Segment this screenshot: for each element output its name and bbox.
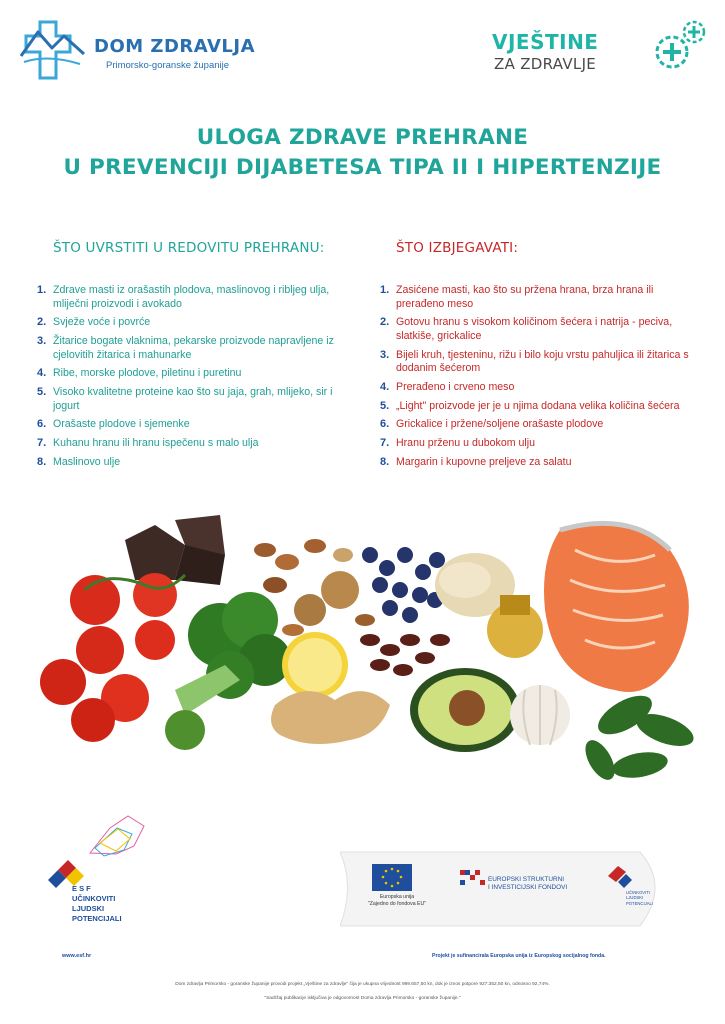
item-text: Bijeli kruh, tjesteninu, rižu i bilo koju vrstu pahuljica ili žitarica s dodanim šećerom xyxy=(396,348,689,375)
avoid-column xyxy=(380,240,700,475)
funds-line1: EUROPSKI STRUKTURNI xyxy=(488,876,564,883)
item-text: Ribe, morske plodove, piletinu i puretinu xyxy=(53,367,242,380)
list-item xyxy=(37,386,357,413)
item-number: 5. xyxy=(380,399,390,412)
item-text: Kuhanu hranu ili hranu ispečenu s malo ulja xyxy=(53,437,259,450)
avoid-heading: ŠTO IZBJEGAVATI: xyxy=(396,240,519,256)
item-number: 1. xyxy=(37,284,47,296)
esf-line2: LJUDSKI xyxy=(72,904,105,913)
item-number: 8. xyxy=(37,456,47,469)
item-text: Zasićene masti, kao što su pržena hrana, brza hrana ili prerađeno meso xyxy=(396,284,654,310)
eu-funds-banner xyxy=(340,846,670,932)
esf-logo[interactable] xyxy=(40,808,190,938)
disclaimer-note: "Sadržaj publikacije isključiva je odgovornost Doma zdravlja Primorsko - goranske županije." xyxy=(264,996,461,1001)
gear-plus-icon xyxy=(650,18,710,76)
garlic-icon xyxy=(510,685,570,745)
avocado-icon xyxy=(410,668,520,752)
header xyxy=(0,0,725,90)
avoid-list xyxy=(380,284,700,470)
item-number: 4. xyxy=(37,367,47,380)
eu-label-line1: Europska unija xyxy=(379,894,415,900)
item-number: 1. xyxy=(380,284,390,296)
item-text: Svježe voće i povrće xyxy=(53,316,151,329)
esf-small-line1: UČINKOVITI xyxy=(626,890,650,895)
list-item xyxy=(380,349,700,376)
vjestine-za-zdravlje-logo[interactable] xyxy=(490,18,715,78)
list-item xyxy=(380,316,700,343)
list-item xyxy=(37,316,357,330)
lemon-slice-icon xyxy=(282,632,348,698)
list-item xyxy=(380,456,700,470)
ginger-root-icon xyxy=(271,691,390,744)
list-item xyxy=(37,437,357,451)
item-text: Prerađeno i crveno meso xyxy=(396,380,515,393)
esf-flag-icon xyxy=(40,808,150,888)
dark-chocolate-icon xyxy=(125,515,225,585)
esf-url-link[interactable]: www.esf.hr xyxy=(62,953,92,959)
item-number: 5. xyxy=(37,386,47,399)
item-number: 8. xyxy=(380,456,390,469)
healthy-food-illustration xyxy=(25,500,715,800)
item-text: Grickalice i pržene/soljene orašaste plodove xyxy=(396,418,604,431)
item-number: 2. xyxy=(37,316,47,329)
spinach-leaves-icon xyxy=(579,688,697,785)
salmon-fillet-icon xyxy=(544,523,689,692)
item-text: Gotovu hranu s visokom količinom šećera i natrija - peciva, slatkiše, grickalice xyxy=(396,316,673,342)
item-text: Maslinovo ulje xyxy=(53,456,121,469)
item-number: 4. xyxy=(380,380,390,393)
item-text: Visoko kvalitetne proteine kao što su jaja, grah, mlijeko, sir i jogurt xyxy=(53,386,333,412)
esf-line1: UČINKOVITI xyxy=(72,894,116,903)
kidney-beans-icon xyxy=(360,634,450,676)
list-item xyxy=(37,284,357,311)
logo-subtitle: Primorsko-goranske županije xyxy=(106,60,230,71)
item-text: Orašaste plodove i sjemenke xyxy=(53,418,190,431)
esf-line3: POTENCIJALI xyxy=(72,914,122,923)
item-number: 3. xyxy=(380,348,390,361)
item-number: 7. xyxy=(37,437,47,450)
item-text: Hranu prženu u dubokom ulju xyxy=(396,437,535,450)
list-item xyxy=(380,381,700,395)
list-item xyxy=(37,367,357,381)
item-text: „Light" proizvode jer je u njima dodana velika količina šećera xyxy=(396,399,680,412)
eu-label xyxy=(362,894,432,907)
health-cross-logo-icon xyxy=(18,18,88,82)
poster-title xyxy=(0,123,725,183)
esf-small-line3: POTENCIJALI xyxy=(626,900,653,906)
cofinanced-note: Projekt je sufinancirala Europska unija iz Europskog socijalnog fonda. xyxy=(432,953,606,959)
logo-line1: VJEŠTINE xyxy=(492,30,599,54)
esf-small-label xyxy=(626,890,653,906)
esf-small-line2: LJUDSKI xyxy=(626,895,644,901)
list-item xyxy=(380,418,700,432)
tomatoes-icon xyxy=(40,573,185,742)
item-text: Žitarice bogate vlaknima, pekarske proizvode napravljene iz cjelovitih žitarica i mahunarke xyxy=(53,335,334,361)
item-number: 6. xyxy=(380,418,390,431)
funds-label xyxy=(488,876,588,892)
list-item xyxy=(37,456,357,470)
item-number: 6. xyxy=(37,418,47,431)
list-item xyxy=(380,284,700,311)
list-item xyxy=(380,437,700,451)
item-number: 2. xyxy=(380,316,390,329)
logo-name: DOM ZDRAVLJA xyxy=(94,36,256,57)
broccoli-icon xyxy=(165,592,291,750)
logo-line2: ZA ZDRAVLJE xyxy=(494,55,597,73)
eu-label-line2: "Zajedno do fondova EU" xyxy=(367,900,427,907)
title-line1: ULOGA ZDRAVE PREHRANE xyxy=(196,125,529,150)
esf-text xyxy=(72,884,122,924)
include-list xyxy=(37,284,357,470)
item-number: 7. xyxy=(380,437,390,450)
item-text: Zdrave masti iz orašastih plodova, maslinovog i ribljeg ulja, mliječni proizvodi i avokado xyxy=(53,284,330,310)
project-value-note: Dom zdravlja Primorsko - goranske županije provodi projekt „Vještine za zdravlje" čija je ukupna vrijednost 999.657,50 kn, dok je iznos potpore 927.352,50 kn, odnosno 92,74%. xyxy=(175,982,550,987)
title-line2: U PREVENCIJI DIJABETESA TIPA II I HIPERTENZIJE xyxy=(63,155,662,180)
list-item xyxy=(380,400,700,414)
item-number: 3. xyxy=(37,335,47,348)
dom-zdravlja-logo[interactable] xyxy=(18,18,268,82)
list-item xyxy=(37,418,357,432)
include-heading: ŠTO UVRSTITI U REDOVITU PREHRANU: xyxy=(53,240,325,256)
item-text: Margarin i kupovne preljeve za salatu xyxy=(396,456,572,469)
include-column xyxy=(37,240,357,475)
funds-line2: I INVESTICIJSKI FONDOVI xyxy=(488,884,568,891)
esf-letters: E S F xyxy=(72,884,91,893)
blueberries-icon xyxy=(362,547,445,623)
list-item xyxy=(37,335,357,362)
